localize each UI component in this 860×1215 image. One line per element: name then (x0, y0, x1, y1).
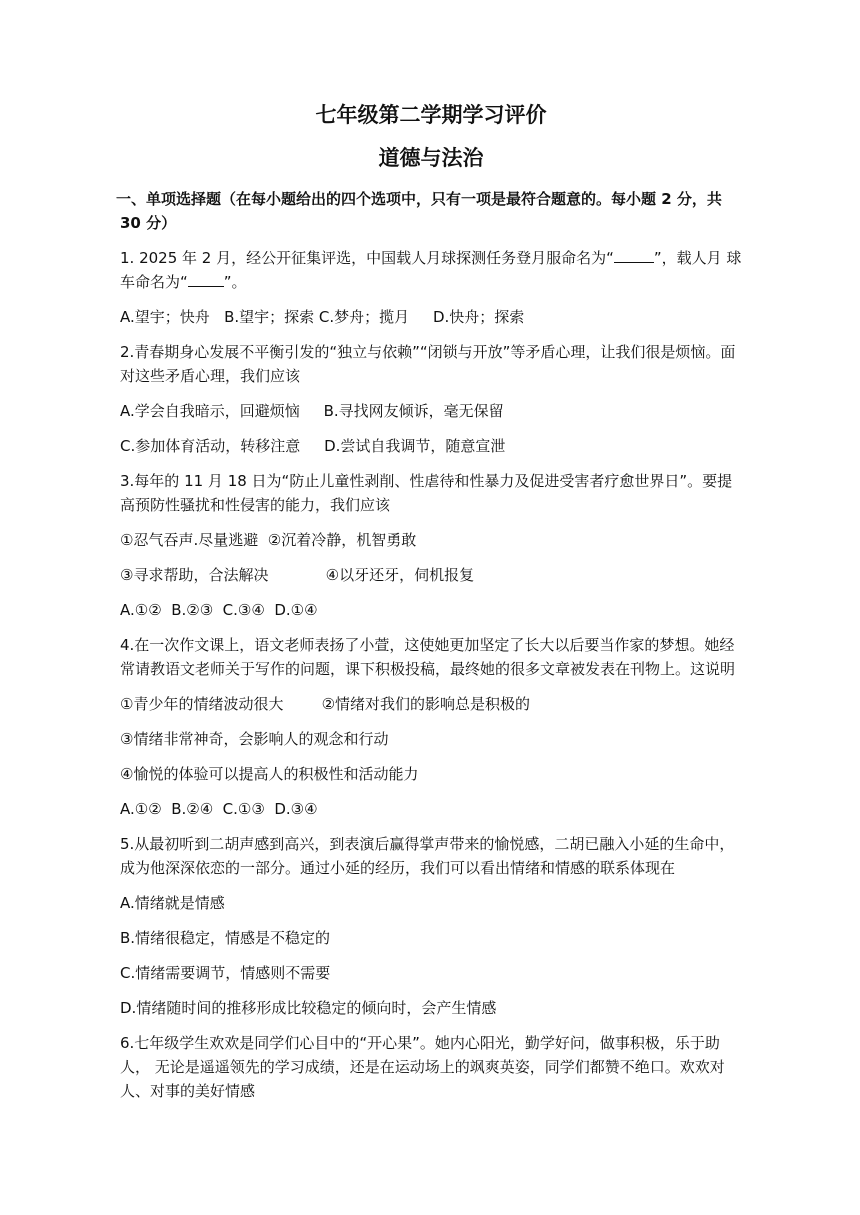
q4-options: A.①② B.②④ C.①③ D.③④ (120, 800, 318, 818)
q5-option-c: C.情绪需要调节，情感则不需要 (120, 964, 331, 982)
q5-option-a: A.情绪就是情感 (120, 894, 225, 912)
q4-item-3: ③情绪非常神奇，会影响人的观念和行动 (120, 730, 389, 748)
question-6-stem: 6.七年级学生欢欢是同学们心目中的“开心果”。她内心阳光，勤学好问，做事积极，乐于助人， 无论是遥遥领先的学习成绩，还是在运动场上的飒爽英姿，同学们都赞不绝口。欢欢对人、对事的美好情感 (120, 1034, 725, 1100)
q1-blank-2 (188, 270, 224, 287)
document-title: 七年级第二学期学习评价 (315, 102, 547, 127)
question-5-stem: 5.从最初听到二胡声感到高兴，到表演后赢得掌声带来的愉悦感，二胡已融入小延的生命中，成为他深深依恋的一部分。通过小延的经历，我们可以看出情绪和情感的联系体现在 (120, 835, 735, 877)
q1-stem-part-a: 1. 2025 年 2 月，经公开征集评选，中国载人月球探测任务登月服命名为“ (120, 249, 614, 267)
question-3-stem: 3.每年的 11 月 18 日为“防止儿童性剥削、性虐待和性暴力及促进受害者疗愈世界日”。要提高预防性骚扰和性侵害的能力，我们应该 (120, 472, 733, 514)
q2-options-cd: C.参加体育活动，转移注意 D.尝试自我调节，随意宣泄 (120, 437, 506, 455)
q3-options: A.①② B.②③ C.③④ D.①④ (120, 601, 318, 619)
q4-items-1-2: ①青少年的情绪波动很大 ②情绪对我们的影响总是积极的 (120, 695, 531, 713)
question-2-stem: 2.青春期身心发展不平衡引发的“独立与依赖”“闭锁与开放”等矛盾心理，让我们很是烦恼。面 对这些矛盾心理，我们应该 (120, 343, 736, 385)
subject-title: 道德与法治 (378, 145, 484, 170)
q1-blank-1 (614, 246, 654, 263)
q3-items-1-2: ①忍气吞声.尽量逃避 ②沉着冷静，机智勇敢 (120, 531, 417, 549)
q3-items-3-4: ③寻求帮助，合法解决 ④以牙还牙，伺机报复 (120, 566, 475, 584)
q1-options: A.望宇；快舟 B.望宇；探索 C.梦舟；揽月 D.快舟；探索 (120, 308, 525, 326)
q5-option-b: B.情绪很稳定，情感是不稳定的 (120, 929, 331, 947)
question-1-stem (120, 246, 742, 294)
q1-stem-part-c: ”。 (223, 273, 247, 291)
q4-item-4: ④愉悦的体验可以提高人的积极性和活动能力 (120, 765, 419, 783)
q2-options-ab: A.学会自我暗示，回避烦恼 B.寻找网友倾诉，毫无保留 (120, 402, 504, 420)
question-4-stem: 4.在一次作文课上，语文老师表扬了小萱，这使她更加坚定了长大以后要当作家的梦想。她经 常请教语文老师关于写作的问题，课下积极投稿，最终她的很多文章被发表在刊物上。这说明 (120, 636, 736, 678)
q5-option-d: D.情绪随时间的推移形成比较稳定的倾向时，会产生情感 (120, 999, 497, 1017)
q1-stem-part-b: ”，载人月 球车命名为“ (120, 249, 742, 291)
section-heading: 一、单项选择题（在每小题给出的四个选项中，只有一项是最符合题意的。每小题 2 分，共 30 分） (116, 190, 722, 232)
